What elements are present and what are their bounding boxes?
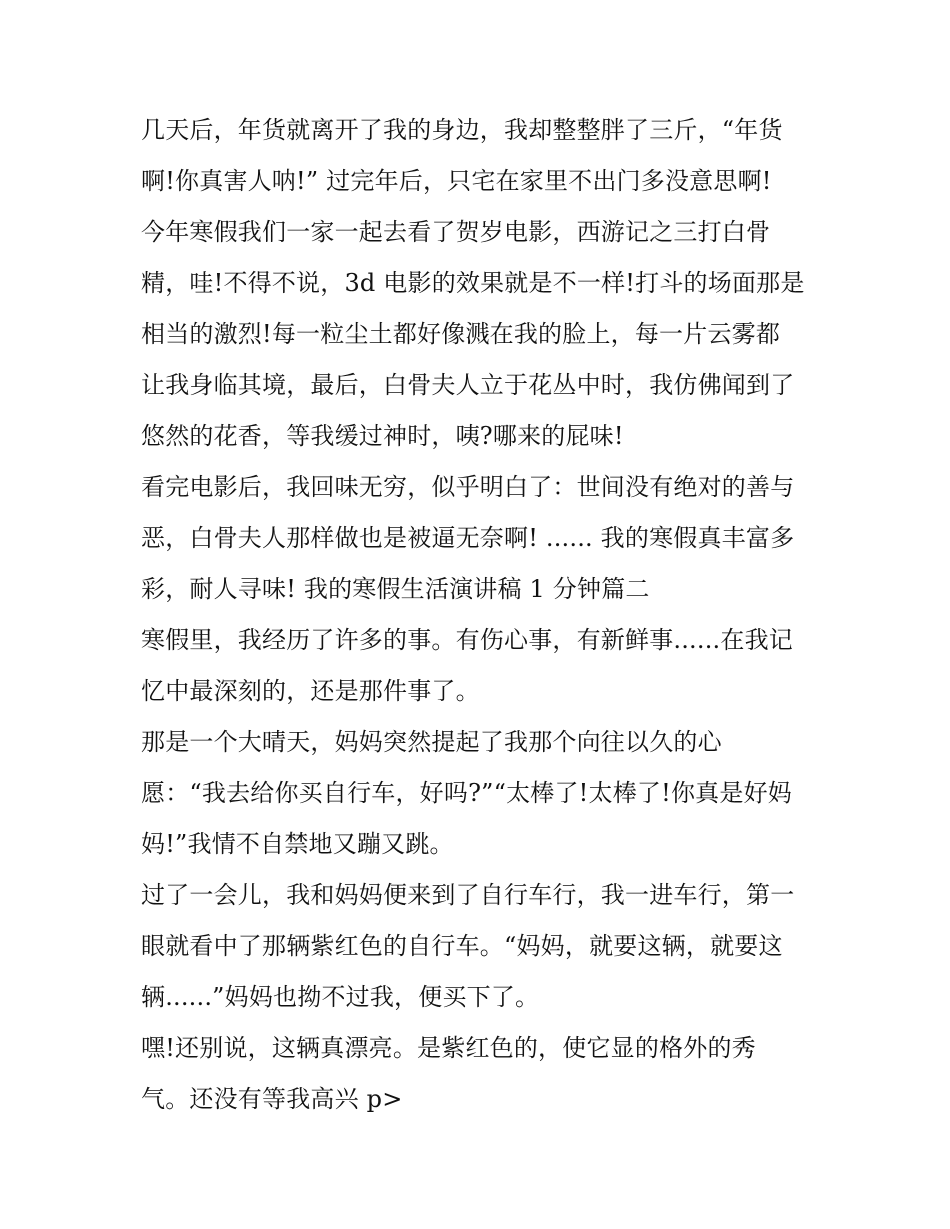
text-line: 精，哇!不得不说，3d 电影的效果就是不一样!打斗的场面那是 xyxy=(141,269,805,297)
text-line: 恶，白骨夫人那样做也是被逼无奈啊! ...... 我的寒假真丰富多 xyxy=(141,524,795,552)
text-line: 愿：“我去给你买自行车，好吗?”“太棒了!太棒了!你真是好妈 xyxy=(141,779,792,807)
text-line: 寒假里，我经历了许多的事。有伤心事，有新鲜事......在我记 xyxy=(141,626,793,654)
text-line: 眼就看中了那辆紫红色的自行车。“妈妈，就要这辆，就要这 xyxy=(141,932,783,960)
text-line: 啊!你真害人呐!” 过完年后，只宅在家里不出门多没意思啊! xyxy=(141,167,772,195)
text-line: 悠然的花香，等我缓过神时，咦?哪来的屁味! xyxy=(141,422,624,450)
text-line: 让我身临其境，最后，白骨夫人立于花丛中时，我仿佛闻到了 xyxy=(141,371,795,399)
text-line: 今年寒假我们一家一起去看了贺岁电影，西游记之三打白骨 xyxy=(141,218,771,246)
text-line: 彩，耐人寻味! 我的寒假生活演讲稿 1 分钟篇二 xyxy=(141,575,650,603)
text-line: 妈!”我情不自禁地又蹦又跳。 xyxy=(141,830,454,858)
text-line: 气。还没有等我高兴 p> xyxy=(141,1085,403,1113)
text-line: 嘿!还别说，这辆真漂亮。是紫红色的，使它显的格外的秀 xyxy=(141,1034,756,1062)
text-line: 忆中最深刻的，还是那件事了。 xyxy=(141,677,480,705)
text-line: 辆......”妈妈也拗不过我，便买下了。 xyxy=(141,983,540,1011)
text-line: 那是一个大晴天，妈妈突然提起了我那个向往以久的心 xyxy=(141,728,722,756)
text-line: 看完电影后，我回味无穷，似乎明白了：世间没有绝对的善与 xyxy=(141,473,795,501)
text-line: 几天后，年货就离开了我的身边，我却整整胖了三斤，“年货 xyxy=(141,116,783,144)
text-line: 相当的激烈!每一粒尘土都好像溅在我的脸上，每一片云雾都 xyxy=(141,320,781,348)
text-line: 过了一会儿，我和妈妈便来到了自行车行，我一进车行，第一 xyxy=(141,881,795,909)
